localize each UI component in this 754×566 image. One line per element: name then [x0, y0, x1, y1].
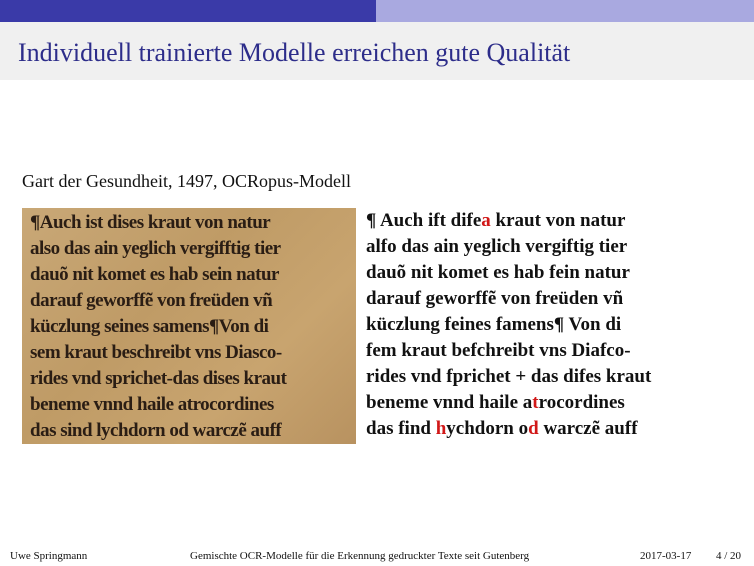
ocr-line: [366, 314, 621, 336]
ocr-text-segment: darauf geworffẽ von freüden vñ: [366, 288, 624, 309]
top-progress-bar: [0, 0, 754, 22]
ocr-text-segment: ¶ Auch ift dife: [366, 210, 482, 231]
scan-line: das sind lychdorn od warczẽ auff: [30, 420, 282, 441]
scan-line: dauõ nit komet es hab sein natur: [30, 264, 279, 285]
progress-bar-remaining: [376, 0, 754, 22]
footer: [0, 548, 754, 566]
ocr-line: [366, 366, 651, 388]
ocr-error-char: a: [481, 210, 491, 231]
ocr-line: [366, 340, 631, 362]
ocr-text-segment: kraut von natur: [490, 210, 626, 231]
scan-line: küczlung seines samens¶Von di: [30, 316, 269, 337]
scan-line: ¶Auch ist dises kraut von natur: [30, 212, 271, 233]
footer-page-number: 4 / 20: [716, 550, 742, 562]
ocr-text-segment: ychdorn o: [446, 418, 529, 439]
ocr-text-segment: fem kraut befchreibt vns Diafco-: [366, 340, 631, 361]
ocr-text-segment: rocordines: [538, 392, 625, 413]
ocr-line: [366, 210, 625, 232]
footer-date: 2017-03-17: [640, 550, 692, 562]
ocr-line: [366, 262, 630, 284]
image-caption: Gart der Gesundheit, 1497, OCRopus-Modell: [22, 171, 351, 191]
footer-author: Uwe Springmann: [10, 550, 88, 562]
ocr-error-char: d: [528, 418, 539, 439]
ocr-error-char: t: [532, 392, 539, 413]
ocr-text-segment: beneme vnnd haile a: [366, 392, 533, 413]
ocr-text-segment: warczẽ auff: [538, 418, 638, 439]
scan-line: beneme vnnd haile atrocordines: [30, 394, 274, 415]
ocr-text-segment: alfo das ain yeglich vergiftig tier: [366, 236, 628, 257]
ocr-line: [366, 288, 623, 310]
ocr-error-char: h: [435, 418, 447, 439]
ocr-line: [366, 418, 638, 440]
scan-line: darauf geworffẽ von freüden vñ: [30, 290, 273, 311]
ocr-text-segment: rides vnd fprichet + das difes kraut: [366, 366, 652, 387]
ocr-text-segment: küczlung feines famens¶ Von di: [366, 314, 622, 335]
scan-line: rides vnd sprichet-das dises kraut: [30, 368, 287, 389]
scan-line: also das ain yeglich vergifftig tier: [30, 238, 281, 259]
footer-talk-title: Gemischte OCR-Modelle für die Erkennung gedruckter Texte seit Gutenberg: [190, 550, 530, 562]
ocr-text-segment: das find: [366, 418, 436, 439]
scanned-page-image: [22, 208, 356, 444]
ocr-line: [366, 236, 627, 258]
progress-bar-filled: [0, 0, 376, 22]
scan-line: sem kraut beschreibt vns Diasco-: [30, 342, 282, 363]
slide-title: Individuell trainierte Modelle erreichen gute Qualität: [18, 38, 571, 67]
ocr-text-segment: dauõ nit komet es hab fein natur: [366, 262, 630, 283]
ocr-line: [366, 392, 625, 414]
